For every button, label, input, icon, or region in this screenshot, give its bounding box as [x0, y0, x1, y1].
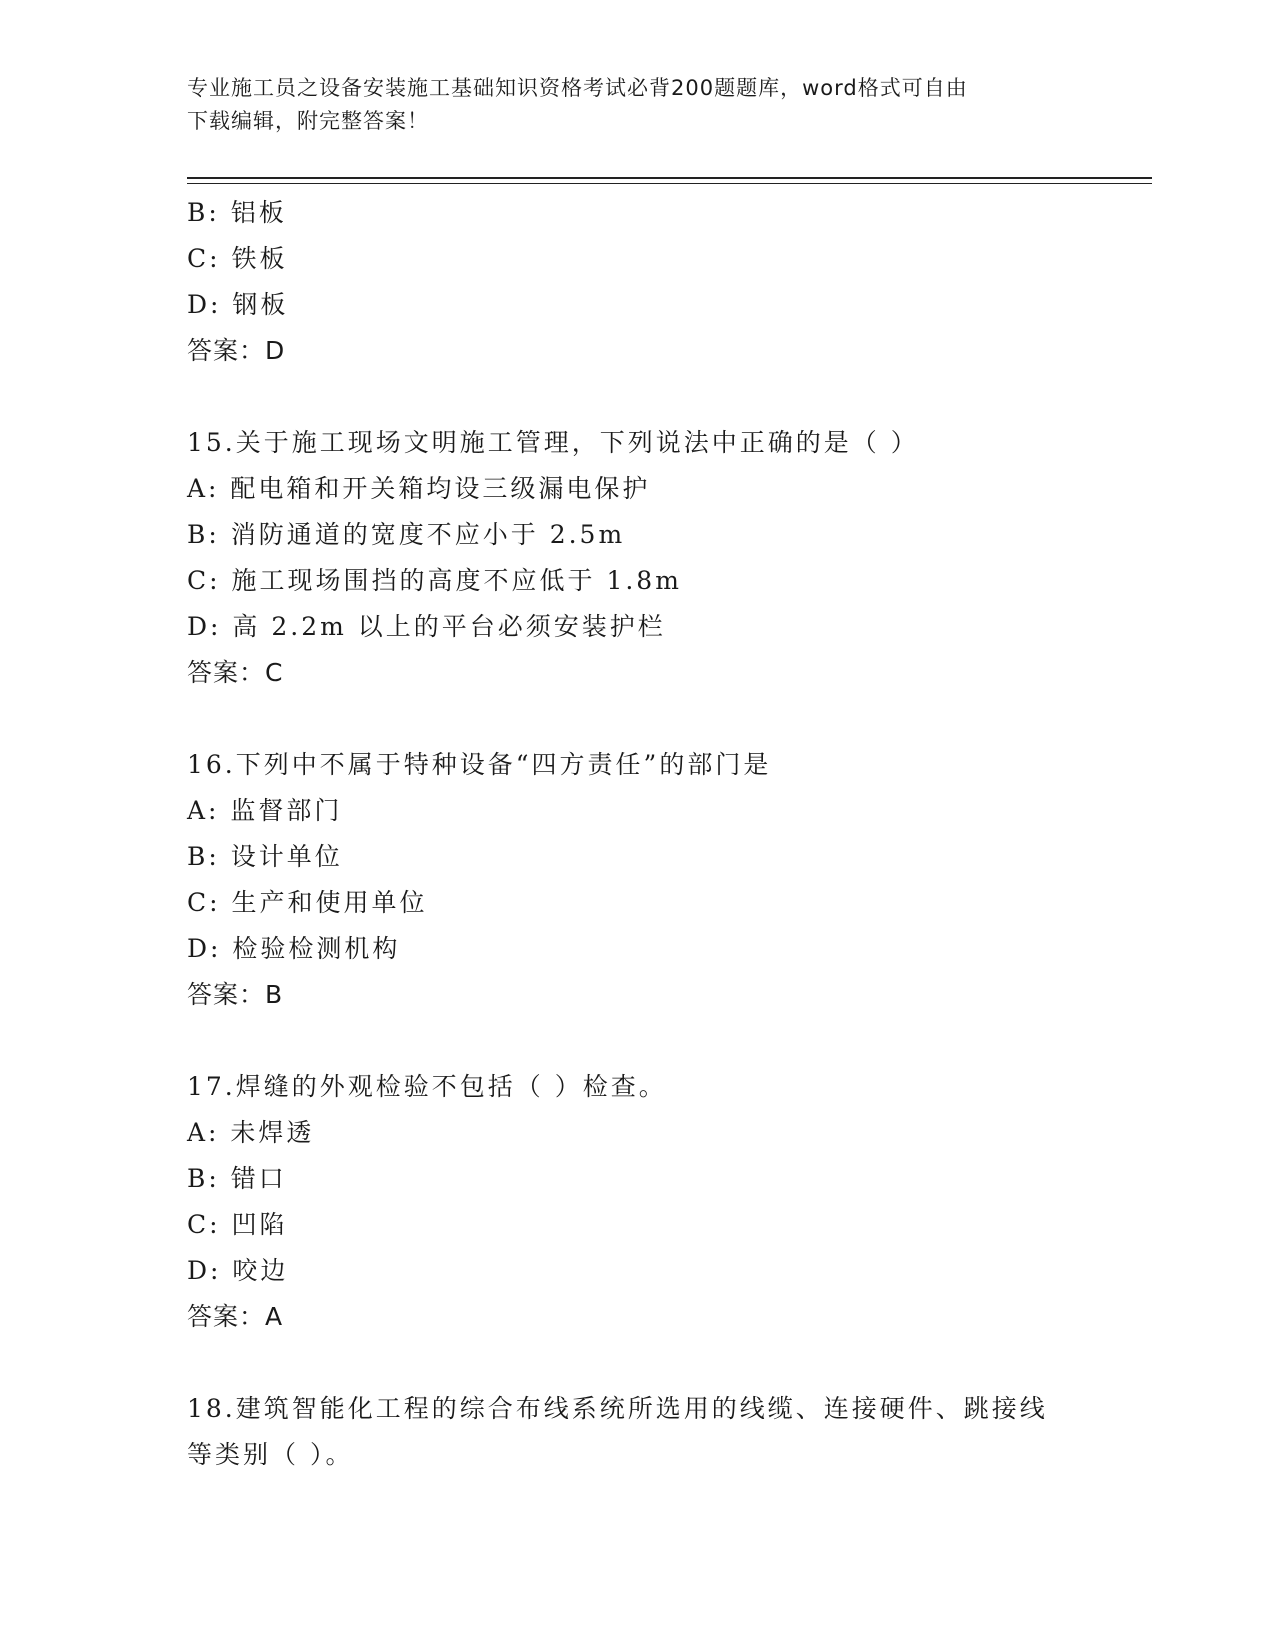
document-header: [187, 72, 1067, 138]
header-line-2: 下载编辑，附完整答案！: [187, 109, 429, 133]
answer-line: 答案：B: [187, 980, 284, 1009]
option-c: C: 施工现场围挡的高度不应低于 1.8m: [187, 566, 682, 595]
answer-line: 答案：C: [187, 658, 284, 687]
option-a: A: 未焊透: [187, 1118, 315, 1147]
option-a: A: 监督部门: [187, 796, 343, 825]
option-b: B: 消防通道的宽度不应小于 2.5m: [187, 520, 626, 549]
option-d: D: 钢板: [187, 290, 289, 319]
header-line-1: 专业施工员之设备安装施工基础知识资格考试必背200题题库，word格式可自由: [187, 76, 968, 100]
question-title: 15.关于施工现场文明施工管理，下列说法中正确的是（ ）: [187, 428, 919, 457]
option-c: C: 生产和使用单位: [187, 888, 428, 917]
question-14-partial: [187, 190, 1152, 374]
question-list: [187, 190, 1152, 1478]
question-17: [187, 1064, 1152, 1340]
option-a: A: 配电箱和开关箱均设三级漏电保护: [187, 474, 651, 503]
answer-line: 答案：D: [187, 336, 286, 365]
option-b: B: 铝板: [187, 198, 287, 227]
answer-line: 答案：A: [187, 1302, 284, 1331]
question-title-line-2: 等类别（ ）。: [187, 1440, 354, 1469]
header-divider-thick: [187, 177, 1152, 179]
option-d: D: 咬边: [187, 1256, 289, 1285]
option-b: B: 设计单位: [187, 842, 343, 871]
question-title-line-1: 18.建筑智能化工程的综合布线系统所选用的线缆、连接硬件、跳接线: [187, 1394, 1048, 1423]
spacer: [187, 1340, 1152, 1386]
question-16: [187, 742, 1152, 1018]
question-title: 17.焊缝的外观检验不包括（ ）检查。: [187, 1072, 667, 1101]
option-d: D: 高 2.2m 以上的平台必须安装护栏: [187, 612, 666, 641]
spacer: [187, 374, 1152, 420]
spacer: [187, 1018, 1152, 1064]
option-c: C: 铁板: [187, 244, 288, 273]
spacer: [187, 696, 1152, 742]
option-c: C: 凹陷: [187, 1210, 288, 1239]
option-b: B: 错口: [187, 1164, 287, 1193]
question-title: 16.下列中不属于特种设备“四方责任”的部门是: [187, 750, 772, 779]
question-15: [187, 420, 1152, 696]
header-divider-thin: [187, 183, 1152, 184]
option-d: D: 检验检测机构: [187, 934, 401, 963]
question-18: [187, 1386, 1152, 1478]
